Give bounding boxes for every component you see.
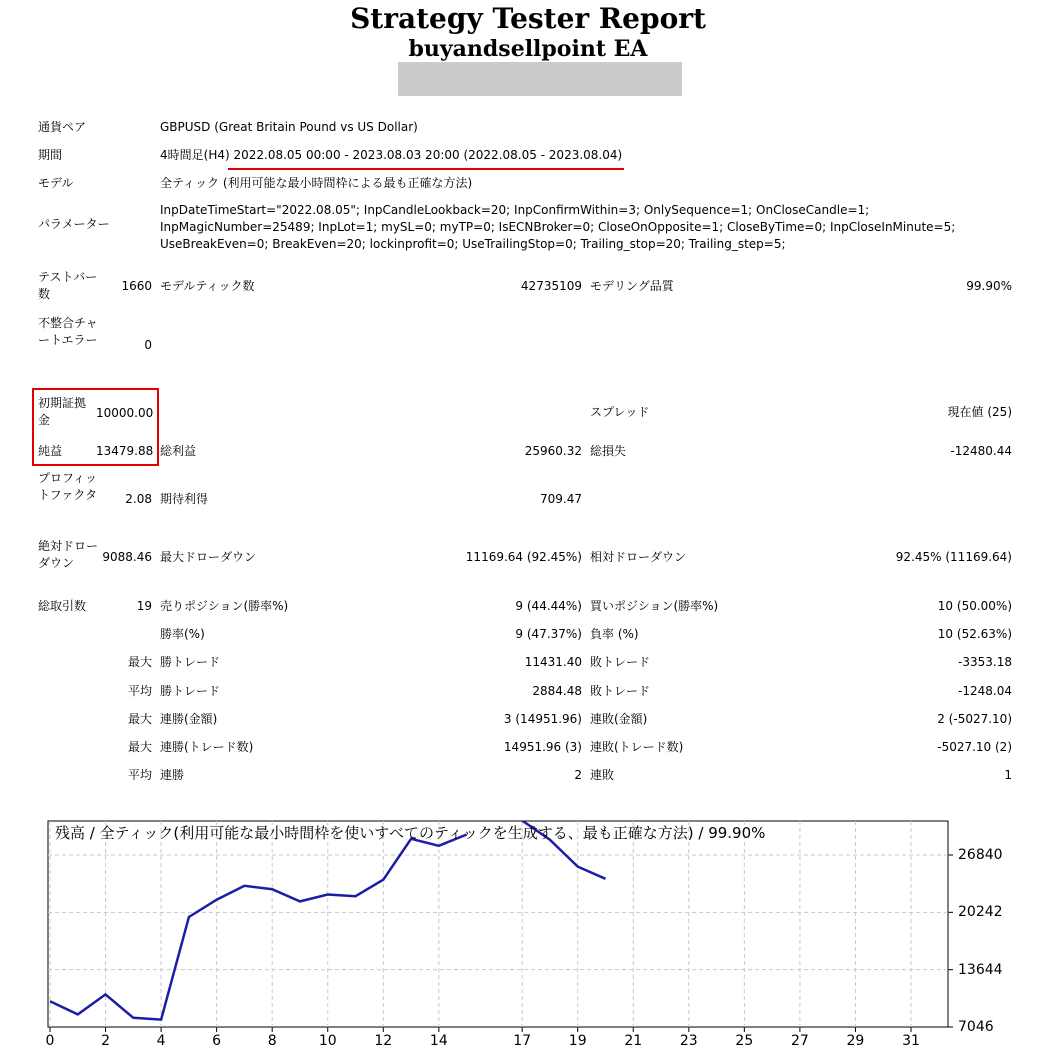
largest-win-value: 11431.40 [524,655,582,669]
relative-drawdown-label: 相対ドローダウン [590,550,687,564]
consecutive-losses-money-label: 連敗(金額) [590,712,648,726]
max-consecutive-trades-label: 最大 [127,740,152,754]
win-rate-value: 9 (47.37%) [515,627,582,641]
mismatch-value: 0 [144,338,152,352]
average-consecutive-wins-value: 2 [574,768,582,782]
consecutive-losses-trades-value: -5027.10 (2) [937,740,1012,754]
expected-payoff-value: 709.47 [540,492,582,506]
chart-ytick-label: 7046 [958,1019,994,1035]
pair-value: GBPUSD (Great Britain Pound vs US Dollar) [160,120,418,134]
profit-factor-value: 2.08 [125,492,152,506]
average-consecutive-losses-label: 連敗 [590,768,615,782]
average-consecutive-label: 平均 [127,768,152,782]
chart-xtick-label: 27 [790,1033,809,1049]
chart-xtick-label: 4 [156,1033,166,1049]
chart-title: 残高 / 全ティック(利用可能な最小時間枠を使いすべてのティックを生成する、最も正確な方法) / 99.90% [55,824,766,842]
model-value: 全ティック (利用可能な最小時間枠による最も正確な方法) [160,176,473,190]
spread-label: スプレッド [590,405,650,419]
total-trades-value: 19 [136,599,152,613]
max-drawdown-value: 11169.64 (92.45%) [465,550,582,564]
gross-loss-label: 総損失 [590,444,627,458]
chart-xtick-label: 12 [374,1033,393,1049]
consecutive-losses-trades-label: 連敗(トレード数) [590,740,684,754]
short-positions-label: 売りポジション(勝率%) [160,599,289,613]
report-subtitle: buyandsellpoint EA [408,36,648,62]
gross-profit-value: 25960.32 [524,444,582,458]
params-label: パラメーター [38,217,110,231]
gross-profit-label: 総利益 [160,444,197,458]
net-profit-value: 13479.88 [96,444,154,458]
chart-xtick-label: 6 [212,1033,222,1049]
expected-payoff-label: 期待利得 [160,492,209,506]
average-consecutive-losses-value: 1 [1004,768,1012,782]
deposit-net-highlight-box [32,388,159,466]
chart-xtick-label: 17 [513,1033,532,1049]
model-label: モデル [38,176,74,190]
max-drawdown-label: 最大ドローダウン [160,550,257,564]
consecutive-wins-trades-value: 14951.96 (3) [503,740,582,754]
largest-loss-value: -3353.18 [958,655,1012,669]
chart-xtick-label: 29 [846,1033,865,1049]
total-trades-label: 総取引数 [38,599,87,613]
chart-xtick-label: 10 [318,1033,337,1049]
report-title: Strategy Tester Report [350,2,706,35]
average-win-label: 勝トレード [160,684,221,698]
net-profit-label: 純益 [38,444,63,458]
deposit-label: 初期証拠金 [38,396,87,427]
absolute-drawdown-label: 絶対ドローダウン [38,539,99,570]
spread-value: 現在値 (25) [947,405,1012,419]
largest-label: 最大 [127,655,152,669]
largest-win-label: 勝トレード [160,655,221,669]
period-highlight-underline [228,168,624,170]
short-positions-value: 9 (44.44%) [515,599,582,613]
bars-value: 1660 [121,279,152,293]
average-consecutive-wins-label: 連勝 [160,768,185,782]
long-positions-value: 10 (50.00%) [937,599,1012,613]
ticks-label: モデルティック数 [160,279,255,293]
chart-xtick-label: 25 [735,1033,754,1049]
chart-xtick-label: 14 [429,1033,448,1049]
chart-xtick-label: 23 [679,1033,698,1049]
average-win-value: 2884.48 [532,684,582,698]
chart-xtick-label: 31 [902,1033,920,1049]
mismatch-label: 不整合チャートエラー [38,316,98,347]
consecutive-wins-trades-label: 連勝(トレード数) [160,740,254,754]
chart-xtick-label: 21 [624,1033,643,1049]
quality-label: モデリング品質 [590,279,674,293]
loss-rate-label: 負率 (%) [590,627,639,641]
redacted-block [398,62,682,96]
average-label: 平均 [127,684,152,698]
deposit-value: 10000.00 [96,406,154,420]
chart-xtick-label: 8 [267,1033,277,1049]
pair-label: 通貨ペア [38,120,87,134]
max-consecutive-money-label: 最大 [127,712,152,726]
period-label: 期間 [38,148,63,162]
win-rate-label: 勝率(%) [160,627,205,641]
ticks-value: 42735109 [520,279,582,293]
long-positions-label: 買いポジション(勝率%) [590,599,719,613]
bars-label: テストバー数 [38,270,98,301]
params-value: InpDateTimeStart="2022.08.05"; InpCandleLookback=20; InpConfirmWithin=3; OnlySequence=1; OnCloseCandle=1; InpMagicNumber=25489; InpLot=1; mySL=0; myTP=0; IsECNBroker=0; CloseOnOpposite=1; CloseByTime=0; InpCloseInMinute=5; UseBreakEven=0; BreakEven=20; lockinprofit=0; UseTrailingStop=0; Trailing_stop=20; Trailing_step=5; [160,203,956,251]
chart-xtick-label: 2 [101,1033,110,1049]
chart-xtick-label: 19 [568,1033,587,1049]
consecutive-wins-money-value: 3 (14951.96) [503,712,582,726]
chart-plot-frame [48,821,948,1027]
average-loss-value: -1248.04 [958,684,1012,698]
balance-chart [0,815,1056,1054]
average-loss-label: 敗トレード [590,684,651,698]
absolute-drawdown-value: 9088.46 [102,550,152,564]
gross-loss-value: -12480.44 [950,444,1012,458]
profit-factor-label: プロフィットファクタ [38,471,98,502]
chart-xtick-label: 0 [45,1033,55,1049]
consecutive-wins-money-label: 連勝(金額) [160,712,218,726]
largest-loss-label: 敗トレード [590,655,651,669]
consecutive-losses-money-value: 2 (-5027.10) [937,712,1012,726]
chart-ytick-label: 13644 [958,961,1003,978]
period-value: 4時間足(H4) 2022.08.05 00:00 - 2023.08.03 20:00 (2022.08.05 - 2023.08.04) [160,148,623,162]
chart-ytick-label: 20242 [958,904,1003,921]
relative-drawdown-value: 92.45% (11169.64) [895,550,1012,564]
chart-ytick-label: 26840 [958,847,1003,863]
loss-rate-value: 10 (52.63%) [937,627,1012,641]
quality-value: 99.90% [966,279,1012,293]
